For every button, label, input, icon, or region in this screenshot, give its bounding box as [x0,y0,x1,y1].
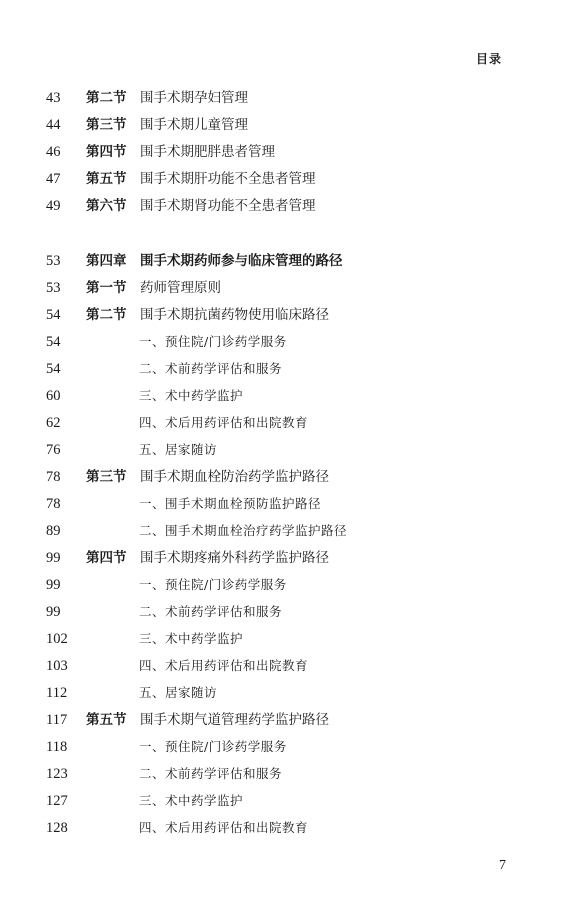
toc-entry [46,115,506,142]
toc-subentry [46,359,506,386]
toc-subentry-title: 五、居家随访 [139,442,218,457]
toc-page-number: 54 [46,334,61,350]
toc-entry [46,196,506,223]
toc-entry [46,142,506,169]
toc-entry [46,548,506,575]
toc-subentry-title: 三、术中药学监护 [139,631,244,646]
toc-page-number: 127 [46,793,68,809]
toc-page-number: 44 [46,117,61,133]
toc-page-number: 43 [46,90,61,106]
toc-subentry-title: 一、预住院/门诊药学服务 [139,739,287,754]
toc-subentry-title: 一、预住院/门诊药学服务 [139,577,287,592]
toc-section-label: 第一节 [86,280,127,296]
toc-section-label: 第四节 [86,144,127,160]
toc-section-title: 围手术期肾功能不全患者管理 [140,198,316,214]
toc-page-number: 60 [46,388,61,404]
toc-entry [46,278,506,305]
toc-section-title: 围手术期气道管理药学监护路径 [140,712,329,728]
toc-section-title: 围手术期肥胖患者管理 [140,144,275,160]
toc-page-number: 49 [46,198,61,214]
toc-section-title: 围手术期儿童管理 [140,117,248,133]
toc-subentry-title: 一、围手术期血栓预防监护路径 [139,496,322,511]
toc-page-number: 99 [46,604,61,620]
toc-subentry [46,764,506,791]
toc-subentry [46,575,506,602]
toc-subentry [46,818,506,845]
toc-entry [46,305,506,332]
toc-section-label: 第五节 [86,171,127,187]
toc-page-number: 62 [46,415,61,431]
toc-subentry [46,332,506,359]
toc-section-title: 围手术期疼痛外科药学监护路径 [140,550,329,566]
toc-subentry-title: 二、术前药学评估和服务 [139,361,283,376]
toc-subentry-title: 四、术后用药评估和出院教育 [139,820,309,835]
toc-page-number: 76 [46,442,61,458]
toc-page-number: 123 [46,766,68,782]
toc-subentry [46,656,506,683]
toc-subentry-title: 二、术前药学评估和服务 [139,766,283,781]
toc-section-label: 第二节 [86,90,127,106]
toc-page-number: 54 [46,361,61,377]
toc-subentry [46,386,506,413]
toc-subentry [46,791,506,818]
toc-page-number: 53 [46,280,61,296]
toc-section-label: 第二节 [86,307,127,323]
toc-page-number: 99 [46,577,61,593]
page-number: 7 [499,858,506,873]
toc-subentry [46,440,506,467]
toc-entry [46,169,506,196]
toc-subentry [46,521,506,548]
toc-subentry-title: 四、术后用药评估和出院教育 [139,658,309,673]
toc-section-label: 第五节 [86,712,127,728]
toc-page-number: 46 [46,144,61,160]
toc-page-number: 53 [46,253,61,269]
toc-page-number: 112 [46,685,68,701]
toc-subentry [46,413,506,440]
toc-subentry-title: 四、术后用药评估和出院教育 [139,415,309,430]
toc-section-title: 药师管理原则 [140,280,221,296]
toc-subentry [46,602,506,629]
toc-page-number: 128 [46,820,68,836]
toc-entry [46,710,506,737]
toc-page-number: 117 [46,712,68,728]
toc-subentry-title: 二、术前药学评估和服务 [139,604,283,619]
toc-subentry [46,494,506,521]
toc-chapter-entry [46,251,506,278]
toc-section-label: 第三节 [86,117,127,133]
toc-section-title: 围手术期孕妇管理 [140,90,248,106]
toc-section-label: 第四节 [86,550,127,566]
toc-chapter-title: 围手术期药师参与临床管理的路径 [140,253,343,269]
toc-subentry-title: 三、术中药学监护 [139,793,244,808]
toc-subentry [46,683,506,710]
toc-page-number: 99 [46,550,61,566]
toc-section-label: 第六节 [86,198,127,214]
toc-page-number: 78 [46,469,61,485]
toc-page-number: 118 [46,739,68,755]
toc-subentry-title: 二、围手术期血栓治疗药学监护路径 [139,523,348,538]
toc-page-number: 89 [46,523,61,539]
running-header: 目录 [475,52,502,66]
toc-subentry [46,629,506,656]
toc-subentry-title: 一、预住院/门诊药学服务 [139,334,287,349]
toc-page-number: 78 [46,496,61,512]
toc-page-number: 47 [46,171,61,187]
toc-entry [46,88,506,115]
table-of-contents [46,88,506,845]
toc-page-number: 102 [46,631,68,647]
toc-section-label: 第三节 [86,469,127,485]
toc-page-number: 103 [46,658,68,674]
toc-page-number: 54 [46,307,61,323]
toc-section-title: 围手术期肝功能不全患者管理 [140,171,316,187]
toc-subentry [46,737,506,764]
toc-chapter-label: 第四章 [86,253,127,269]
toc-section-title: 围手术期血栓防治药学监护路径 [140,469,329,485]
toc-subentry-title: 五、居家随访 [139,685,218,700]
toc-section-title: 围手术期抗菌药物使用临床路径 [140,307,329,323]
toc-subentry-title: 三、术中药学监护 [139,388,244,403]
toc-entry [46,467,506,494]
